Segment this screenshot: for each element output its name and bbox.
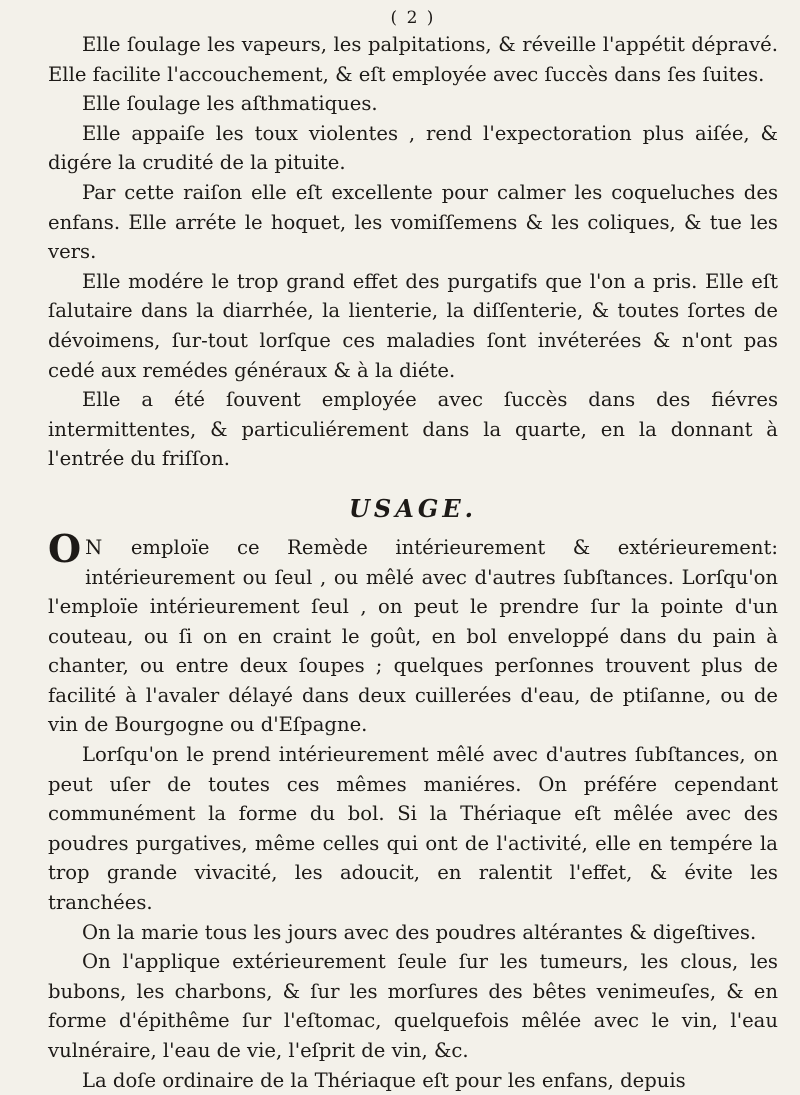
- drop-cap: O: [48, 525, 82, 571]
- book-page: [48, 8, 778, 1092]
- paragraph: Elle modére le trop grand effet des purgatifs que l'on a pris. Elle eſt ſalutaire dans la diarrhée, la lienterie, la diſſenterie, & toutes ſortes de dévoimens, ſur-tout lorſque ces maladies ſont invéterées & n'ont pas cedé aux remédes généraux & à la diéte.: [48, 269, 778, 382]
- paragraph-usage-intro: [48, 525, 778, 740]
- paragraph: Elle ſoulage les vapeurs, les palpitations, & réveille l'appétit dépravé. Elle facilite l'accouchement, & eſt employée avec ſuccès dans ſes ſuites.: [48, 33, 778, 86]
- paragraph: Elle appaiſe les toux violentes , rend l'expectoration plus aiſée, & digére la crudité de la pituite.: [48, 121, 778, 175]
- paragraph: On l'applique extérieurement ſeule ſur les tumeurs, les clous, les bubons, les charbons, & ſur les morſures des bêtes venimeuſes, & en forme d'épithême ſur l'eſtomac, quelquefois mêlée avec le vin, l'eau vulnéraire, l'eau de vie, l'eſprit de vin, &c.: [48, 950, 778, 1062]
- paragraph: La doſe ordinaire de la Thériaque eſt pour les enfans, depuis: [82, 1068, 686, 1092]
- paragraph: Par cette raiſon elle eſt excellente pour calmer les coqueluches des enfans. Elle arréte le hoquet, les vomiſſemens & les coliques, & tue les vers.: [48, 180, 778, 264]
- page-number: ( 2 ): [390, 8, 436, 28]
- paragraph: Elle ſoulage les aſthmatiques.: [82, 92, 378, 116]
- paragraph: Elle a été ſouvent employée avec ſuccès dans des fiévres intermittentes, & particuliérement dans la quarte, en la donnant à l'entrée du friſſon.: [48, 388, 778, 471]
- first-letter-smallcaps: N: [85, 535, 104, 559]
- paragraph: Lorſqu'on le prend intérieurement mêlé avec d'autres ſubſtances, on peut uſer de toutes ces mêmes maniéres. On préfére cependant communément la forme du bol. Si la Thériaque eſt mêlée avec des poudres purgatives, même celles qui ont de l'activité, elle en tempére la trop grande vivacité, les adoucit, en ralentit l'effet, & évite les tranchées.: [48, 743, 778, 915]
- paragraph-text: emploïe ce Remède intérieurement & extérieurement: intérieurement ou ſeul , ou mêlé avec d'autres ſubſtances. Lorſqu'on l'emploïe intérieurement ſeul , on peut le prendre ſur la pointe d'un couteau, ou ſi on en craint le goût, en bol enveloppé dans du pain à chanter, ou entre deux ſoupes ; quelques perſonnes trouvent plus de facilité à l'avaler délayé dans deux cuillerées d'eau, de ptiſanne, ou de vin de Bourgogne ou d'Eſpagne.: [48, 535, 778, 737]
- paragraph: On la marie tous les jours avec des poudres altérantes & digeſtives.: [82, 920, 757, 944]
- section-heading: USAGE.: [348, 493, 478, 523]
